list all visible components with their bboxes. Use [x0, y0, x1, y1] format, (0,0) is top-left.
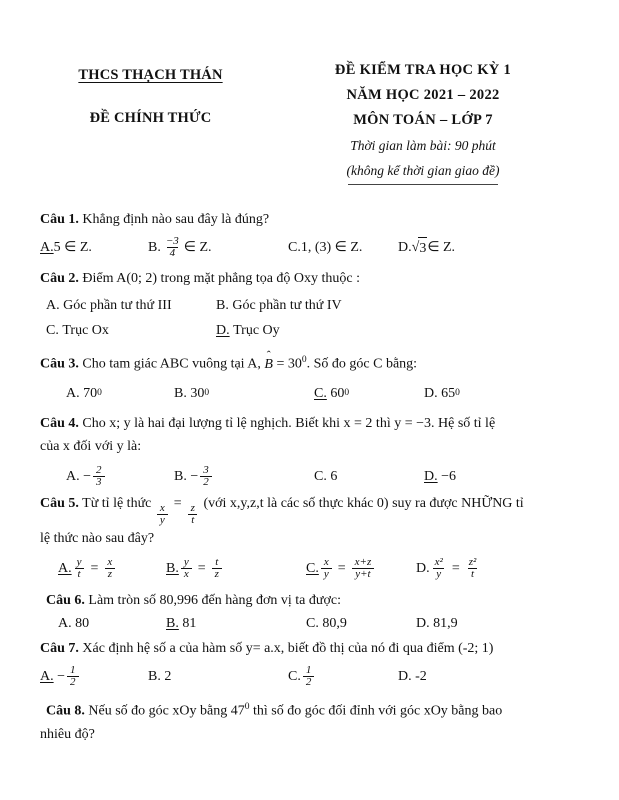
option-c-letter: C.: [314, 469, 327, 485]
question-7-stem: [40, 638, 585, 659]
question-7-option-d[interactable]: [398, 665, 427, 688]
equals-sign: =: [173, 495, 182, 511]
fraction-numerator: x: [159, 501, 165, 514]
option-d-text: 81,9: [433, 615, 458, 631]
question-7-label: Câu 7.: [40, 640, 79, 656]
option-d-text: Trục Oy: [233, 323, 280, 339]
question-6-option-b[interactable]: [166, 613, 306, 634]
fraction-denominator: y: [321, 568, 332, 580]
question-8-stem-line-2: nhiêu độ?: [40, 726, 95, 742]
option-c-text: 1, (3) ∈ Z.: [300, 240, 363, 256]
fraction-numerator: x²: [434, 556, 443, 569]
option-a-letter: A.: [66, 386, 80, 402]
question-4-option-c[interactable]: [314, 465, 424, 488]
degree-superscript: 0: [204, 388, 210, 399]
question-7-option-c[interactable]: [288, 665, 398, 688]
question-7-options: [40, 665, 585, 688]
equals-sign: =: [451, 561, 460, 577]
degree-superscript: 0: [344, 388, 350, 399]
question-8-label: Câu 8.: [46, 703, 85, 719]
question-3: [40, 350, 585, 404]
option-c-letter: C.: [288, 240, 301, 256]
equals-sign: =: [90, 561, 99, 577]
option-c-letter: C.: [46, 323, 59, 339]
option-d-letter: D.: [424, 469, 438, 485]
question-4-label: Câu 4.: [40, 416, 79, 432]
question-7-option-b[interactable]: [148, 665, 288, 688]
fraction-denominator: 2: [200, 476, 212, 488]
fraction-numerator: 1: [305, 663, 312, 676]
question-1-text: Khẳng định nào sau đây là đúng?: [82, 212, 270, 227]
question-5-option-b[interactable]: [166, 557, 306, 580]
option-b-text: ∈ Z.: [183, 240, 212, 256]
fraction-numerator: 1: [70, 663, 76, 676]
option-d-letter: D.: [416, 615, 430, 631]
option-a-letter: A.: [40, 240, 54, 256]
question-5: [40, 493, 585, 581]
option-c-fraction: [303, 665, 315, 688]
question-5-option-d[interactable]: [416, 557, 481, 580]
option-a-fraction: [93, 465, 105, 488]
option-d-text: −6: [441, 469, 457, 485]
fraction-numerator: x: [323, 556, 329, 569]
option-a-letter: A.: [40, 668, 54, 684]
header-divider-wrap: [263, 184, 583, 185]
degree-superscript: 0: [301, 355, 307, 366]
option-b-fraction-left: [181, 557, 192, 580]
question-4: [40, 413, 585, 488]
fraction-numerator: y: [183, 556, 189, 569]
option-a-fraction-right: [104, 557, 115, 580]
option-b-fraction-right: [212, 557, 222, 580]
option-c-letter: C.: [314, 386, 327, 402]
fraction-denominator: 2: [303, 676, 315, 688]
question-8-stem-line-1: [40, 697, 585, 722]
question-2-option-c[interactable]: [46, 320, 216, 341]
question-3-label: Câu 3.: [40, 357, 79, 373]
question-1-option-d[interactable]: [398, 236, 455, 259]
question-7-option-a[interactable]: [40, 665, 148, 688]
fraction-denominator: z: [105, 568, 115, 580]
option-d-radicand: 3: [418, 237, 427, 259]
fraction-numerator: t: [215, 556, 219, 569]
fraction-denominator: z: [212, 568, 222, 580]
question-2-options-row-1: [40, 295, 585, 316]
option-c-text: Trục Ox: [62, 323, 109, 339]
option-a-fraction-left: [74, 557, 85, 580]
option-c-text: 80,9: [322, 615, 347, 631]
question-6-option-c[interactable]: [306, 613, 416, 634]
equals-sign: =: [337, 561, 346, 577]
fraction-denominator: x: [181, 568, 192, 580]
question-6-option-d[interactable]: [416, 613, 458, 634]
fraction-numerator: z²: [468, 556, 477, 569]
question-5-text-1: Từ tỉ lệ thức: [82, 495, 155, 511]
header-left-block: [38, 58, 263, 185]
exam-title-line-2: NĂM HỌC 2021 – 2022: [346, 87, 500, 103]
option-a-text: 5 ∈ Z.: [53, 240, 92, 256]
question-4-option-d[interactable]: [424, 465, 456, 488]
fraction-denominator: y: [433, 568, 444, 580]
fraction-numerator: 2: [96, 464, 102, 477]
question-2: [40, 268, 585, 341]
question-1-option-c[interactable]: [288, 236, 398, 259]
fraction-numerator: −3: [165, 235, 179, 247]
fraction-denominator: 4: [167, 247, 179, 259]
question-6-options: [40, 613, 585, 634]
exam-duration-note: (không kể thời gian giao đề): [346, 163, 500, 178]
option-b-letter: B.: [148, 668, 161, 684]
option-b-letter: B.: [148, 240, 161, 256]
question-4-options: [40, 465, 585, 488]
question-3-text-3: . Số đo góc C bằng:: [306, 357, 418, 373]
question-5-options: [40, 557, 585, 580]
option-d-letter: D.: [416, 561, 430, 577]
stem-fraction-left: [157, 503, 168, 526]
option-d-letter: D.: [216, 323, 230, 339]
question-2-option-a[interactable]: [46, 295, 216, 316]
question-2-option-d[interactable]: [216, 320, 280, 341]
question-1-label: Câu 1.: [40, 212, 79, 227]
question-6-text: Làm tròn số 80,996 đến hàng đơn vị ta được:: [88, 592, 341, 608]
exam-duration: Thời gian làm bài: 90 phút: [350, 138, 496, 153]
question-7-text: Xác định hệ số a của hàm số y= a.x, biết đồ thị của nó đi qua điểm (-2; 1): [82, 640, 494, 656]
question-8-text-1: Nếu số đo góc xOy bằng 47: [88, 703, 245, 719]
question-4-text-1: Cho x; y là hai đại lượng tỉ lệ nghịch. Biết khi x = 2 thì y = −3. Hệ số tỉ lệ: [82, 416, 496, 432]
question-4-option-a[interactable]: [66, 465, 174, 488]
question-5-option-c[interactable]: [306, 557, 416, 580]
option-b-letter: B.: [174, 469, 187, 485]
fraction-numerator: y: [76, 556, 82, 569]
official-exam-label: ĐỀ CHÍNH THỨC: [89, 110, 212, 126]
fraction-denominator: y: [157, 514, 168, 526]
option-c-letter: C.: [306, 561, 319, 577]
question-3-text-2: = 30: [272, 357, 302, 373]
option-b-letter: B.: [216, 298, 229, 314]
option-b-text: 81: [182, 615, 197, 631]
exam-title-line-1: ĐỀ KIỂM TRA HỌC KỲ 1: [334, 62, 512, 78]
question-2-text: Điểm A(0; 2) trong mặt phẳng tọa độ Oxy thuộc :: [82, 271, 361, 287]
question-1-option-b[interactable]: [148, 236, 288, 259]
degree-superscript: 0: [244, 702, 250, 713]
option-c-fraction-left: [321, 557, 332, 580]
question-7: [40, 638, 585, 688]
question-1: [40, 209, 585, 259]
header-right-block: [263, 58, 583, 185]
option-c-fraction-right: [352, 557, 375, 580]
option-d-text: ∈ Z.: [427, 240, 456, 256]
fraction-denominator: y+t: [352, 568, 373, 580]
question-5-stem-line-2: lệ thức nào sau đây?: [40, 531, 155, 547]
question-8: [40, 697, 585, 745]
question-2-label: Câu 2.: [40, 271, 79, 287]
option-a-text: Góc phần tư thứ III: [63, 298, 172, 314]
option-a-text: 80: [75, 615, 90, 631]
sqrt-icon: √: [411, 240, 420, 256]
question-4-option-b[interactable]: [174, 465, 314, 488]
question-2-options-row-2: [40, 320, 585, 341]
question-3-option-b[interactable]: [174, 383, 314, 404]
question-2-option-b[interactable]: [216, 295, 342, 316]
school-name: THCS THẠCH THÁN: [78, 67, 223, 83]
fraction-denominator: 3: [93, 476, 105, 488]
option-b-fraction: [163, 236, 182, 259]
question-5-option-a[interactable]: [58, 557, 166, 580]
option-d-fraction-left: [432, 557, 446, 580]
fraction-denominator: t: [75, 568, 84, 580]
option-d-text: 65: [441, 386, 456, 402]
equals-sign: =: [197, 561, 206, 577]
question-3-stem: [40, 350, 585, 375]
option-d-letter: D.: [424, 386, 438, 402]
question-6-label: Câu 6.: [46, 592, 85, 608]
degree-superscript: 0: [455, 388, 460, 399]
option-d-letter: D.: [398, 240, 412, 256]
question-3-option-a[interactable]: [66, 383, 174, 404]
option-a-letter: A.: [58, 561, 72, 577]
option-b-text: 2: [164, 668, 172, 684]
degree-superscript: 0: [97, 388, 102, 399]
question-2-stem: [40, 268, 585, 289]
question-3-options: [40, 383, 585, 404]
question-1-stem: [40, 209, 585, 230]
question-3-option-d[interactable]: [424, 383, 460, 404]
option-a-text: 70: [83, 386, 98, 402]
fraction-numerator: x+z: [354, 556, 372, 569]
fraction-numerator: z: [190, 501, 195, 514]
option-b-text: 30: [190, 386, 205, 402]
fraction-denominator: 2: [67, 676, 79, 688]
angle-b-symbol: ˆ B: [264, 354, 273, 375]
option-d-fraction-right: [466, 557, 480, 580]
fraction-numerator: x: [107, 556, 113, 569]
question-5-label: Câu 5.: [40, 495, 79, 511]
question-4-stem-line-1: [40, 413, 585, 434]
option-b-letter: B.: [166, 561, 179, 577]
minus-sign: −: [83, 469, 92, 485]
document-header: [0, 0, 619, 185]
option-c-letter: C.: [306, 615, 319, 631]
exam-title-line-3: MÔN TOÁN – LỚP 7: [353, 112, 493, 128]
question-4-stem-line-2: của x đối với y là:: [40, 439, 142, 455]
question-1-option-a[interactable]: [40, 236, 148, 259]
fraction-denominator: t: [188, 514, 197, 526]
minus-sign: −: [57, 668, 66, 684]
header-divider: [348, 184, 498, 185]
question-1-options: [40, 236, 585, 259]
option-b-text: Góc phần tư thứ IV: [232, 298, 342, 314]
option-c-text: 60: [330, 386, 345, 402]
option-b-letter: B.: [166, 615, 179, 631]
option-c-text: 6: [330, 469, 338, 485]
question-3-option-c[interactable]: [314, 383, 424, 404]
fraction-denominator: t: [468, 568, 477, 580]
question-5-text-2: (với x,y,z,t là các số thực khác 0) suy ra được NHỮNG tỉ: [199, 495, 524, 511]
question-6-option-a[interactable]: [58, 613, 166, 634]
option-a-letter: A.: [46, 298, 60, 314]
stem-fraction-right: [188, 503, 198, 526]
option-a-fraction: [67, 665, 79, 688]
question-6: [40, 590, 585, 634]
minus-sign: −: [190, 469, 199, 485]
option-a-letter: A.: [66, 469, 80, 485]
option-b-letter: B.: [174, 386, 187, 402]
option-d-letter: D.: [398, 668, 412, 684]
option-c-letter: C.: [288, 668, 301, 684]
fraction-numerator: 3: [203, 464, 209, 477]
question-6-stem: [40, 590, 585, 611]
option-d-text: -2: [415, 668, 427, 684]
question-3-text-1: Cho tam giác ABC vuông tại A,: [82, 357, 265, 373]
questions-container: [0, 209, 619, 745]
question-8-text-2: thì số đo góc đối đỉnh với góc xOy bằng bao: [249, 703, 503, 719]
option-a-letter: A.: [58, 615, 72, 631]
option-b-fraction: [200, 465, 212, 488]
question-5-stem-line-1: [40, 493, 585, 527]
